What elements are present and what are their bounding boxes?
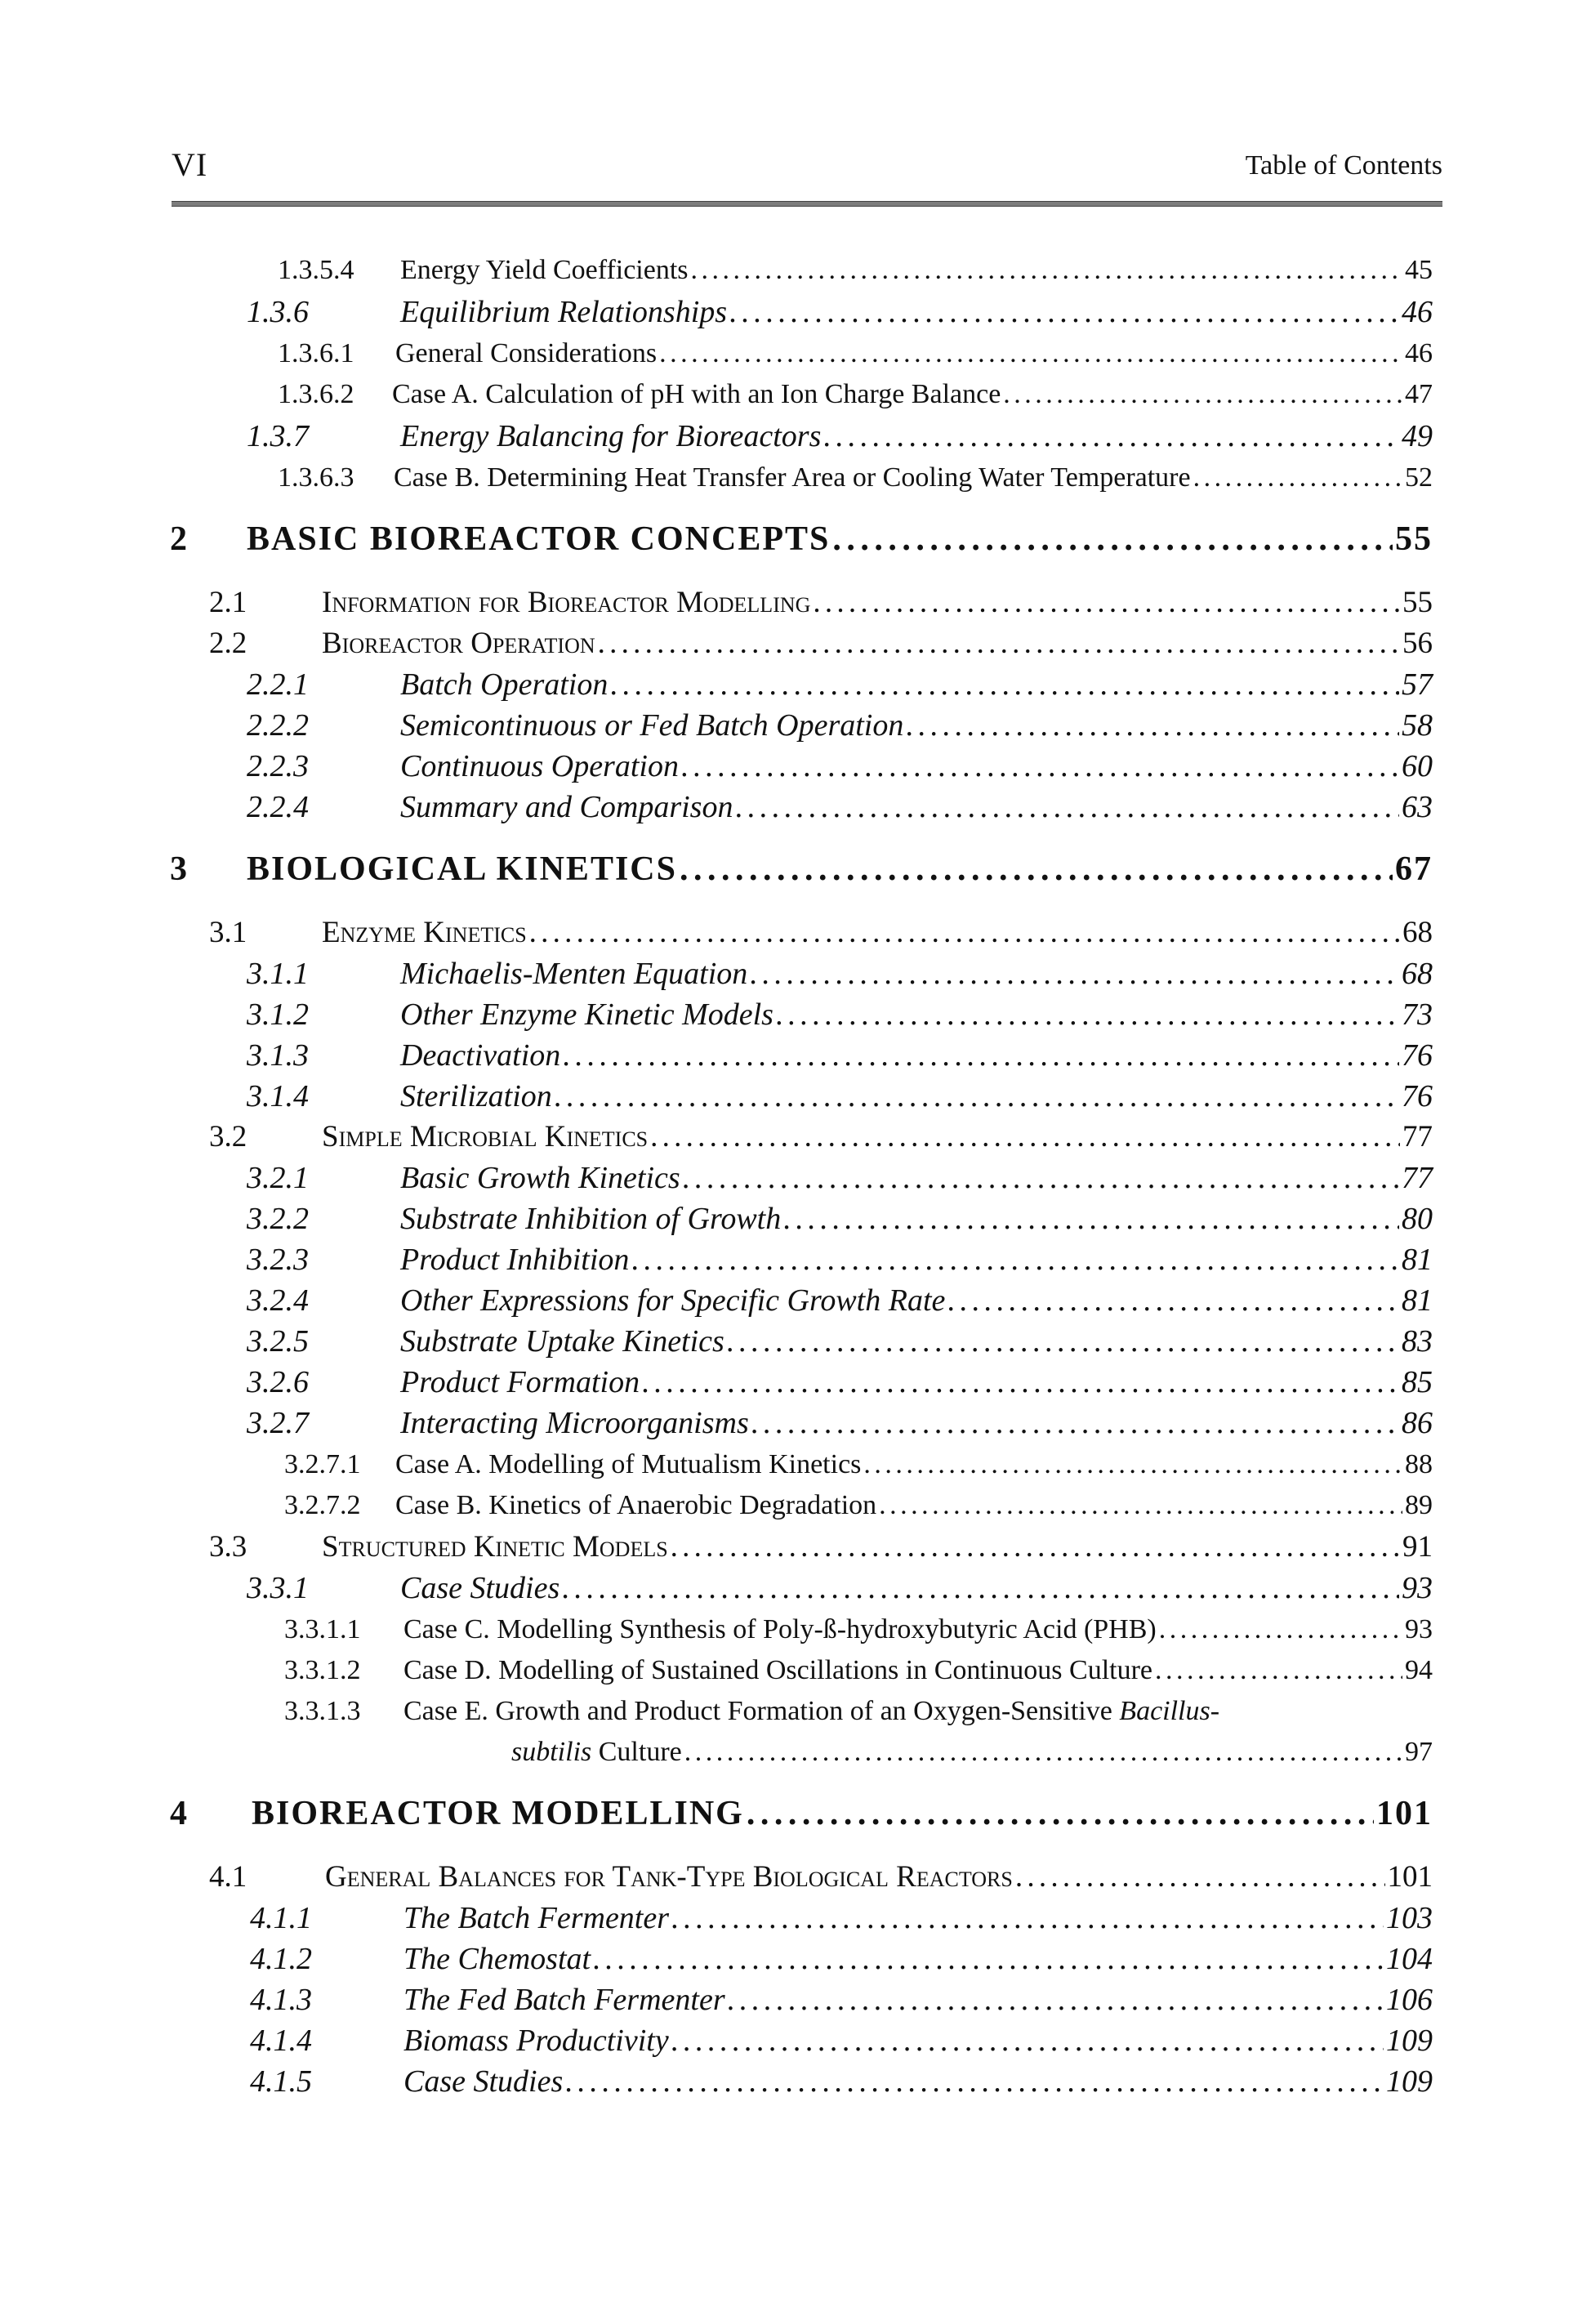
entry-title: Product Formation: [400, 1365, 640, 1399]
toc-entry[interactable]: [247, 1283, 1433, 1319]
dot-leader: [729, 294, 1399, 330]
entry-number: 1.3.6.3: [278, 462, 354, 493]
toc-entry[interactable]: [247, 667, 1433, 703]
toc-entry[interactable]: [247, 1323, 1433, 1359]
dot-leader: [562, 1570, 1399, 1606]
toc-entry[interactable]: [284, 1449, 1433, 1480]
entry-number: 3.2.6: [247, 1365, 309, 1399]
entry-page: 55: [1395, 520, 1433, 558]
toc-entry[interactable]: [250, 1941, 1433, 1977]
entry-title: Continuous Operation: [400, 749, 679, 783]
entry-page: 49: [1402, 419, 1433, 453]
entry-page: 77: [1402, 1161, 1433, 1195]
entry-page: 93: [1405, 1614, 1433, 1644]
entry-page: 76: [1402, 1079, 1433, 1113]
entry-title: Energy Yield Coefficients: [400, 255, 689, 285]
dot-leader: [671, 1529, 1400, 1564]
entry-title: Other Enzyme Kinetic Models: [400, 997, 773, 1032]
entry-title: Basic Growth Kinetics: [400, 1161, 680, 1195]
entry-number: 1.3.6.1: [278, 338, 354, 368]
entry-number: 1.3.7: [247, 419, 309, 453]
entry-page: 46: [1402, 295, 1433, 329]
entry-title: Case Studies: [400, 1571, 560, 1605]
entry-title-italic: subtilis: [511, 1737, 592, 1767]
entry-number: 1.3.6.2: [278, 379, 354, 409]
dot-leader: [680, 850, 1393, 889]
entry-number: 3.3.1.1: [284, 1614, 361, 1644]
entry-title: Case C. Modelling Synthesis of Poly-ß-hydroxybutyric Acid (PHB): [403, 1614, 1157, 1644]
toc-entry[interactable]: [247, 1570, 1433, 1606]
entry-title-part: Case E. Growth and Product Formation of an Oxygen-Sensitive: [403, 1696, 1120, 1726]
entry-title: Enzyme Kinetics: [322, 916, 527, 949]
toc-section[interactable]: [209, 585, 1433, 620]
dot-leader: [1155, 1655, 1402, 1686]
entry-number: 4.1.2: [250, 1942, 312, 1976]
dot-leader: [727, 1323, 1399, 1359]
entry-title: Case B. Determining Heat Transfer Area or Cooling Water Temperature: [394, 462, 1191, 493]
toc-entry[interactable]: [247, 956, 1433, 992]
entry-title: Substrate Uptake Kinetics: [400, 1324, 724, 1359]
dot-leader: [593, 1941, 1384, 1977]
entry-page: 57: [1402, 667, 1433, 702]
entry-page: 101: [1376, 1795, 1433, 1832]
toc-section[interactable]: [209, 1529, 1433, 1564]
toc-entry[interactable]: [250, 2023, 1433, 2059]
entry-number: 3.2.7.2: [284, 1490, 361, 1520]
toc-entry[interactable]: [247, 1160, 1433, 1196]
dot-leader: [783, 1201, 1399, 1237]
entry-title: BIOLOGICAL KINETICS: [247, 850, 677, 888]
entry-page: 68: [1402, 916, 1433, 949]
entry-number: 4.1.4: [250, 2024, 312, 2058]
entry-title: General Considerations: [395, 338, 658, 368]
toc-entry[interactable]: [284, 1655, 1433, 1686]
entry-page: 93: [1402, 1571, 1433, 1605]
entry-number: 3.2.4: [247, 1283, 309, 1318]
toc-section[interactable]: [209, 1859, 1433, 1894]
toc-entry[interactable]: [250, 2064, 1433, 2099]
entry-page: 45: [1405, 255, 1433, 285]
entry-page: 52: [1405, 462, 1433, 493]
entry-number: 3: [170, 850, 189, 888]
toc-entry[interactable]: [284, 1490, 1433, 1521]
entry-page: 106: [1386, 1983, 1433, 2017]
toc-section[interactable]: [209, 915, 1433, 950]
entry-title-part: Culture: [591, 1737, 682, 1767]
toc-entry[interactable]: [247, 294, 1433, 330]
entry-title: Summary and Comparison: [400, 790, 733, 824]
entry-number: 3.2.1: [247, 1161, 309, 1195]
dot-leader: [747, 1794, 1374, 1833]
entry-number: 4: [170, 1795, 189, 1832]
entry-number: 2.1: [209, 586, 247, 619]
entry-page: 81: [1402, 1243, 1433, 1277]
dot-leader: [681, 748, 1399, 784]
entry-title: Michaelis-Menten Equation: [400, 957, 748, 991]
entry-number: 3.1.4: [247, 1079, 309, 1113]
entry-page: 94: [1405, 1655, 1433, 1685]
header-rule: [172, 201, 1442, 207]
entry-page: 68: [1402, 957, 1433, 991]
entry-title: Deactivation: [400, 1038, 561, 1073]
entry-title: Other Expressions for Specific Growth Rate: [400, 1283, 946, 1318]
entry-number: 4.1.3: [250, 1983, 312, 2017]
toc-entry[interactable]: [247, 707, 1433, 743]
entry-page: 73: [1402, 997, 1433, 1032]
entry-page: 56: [1402, 627, 1433, 660]
toc-chapter[interactable]: [170, 850, 1433, 889]
entry-number: 3.2.7.1: [284, 1449, 361, 1479]
entry-number: 3.2.7: [247, 1406, 309, 1440]
entry-title-italic: Bacillus-: [1119, 1696, 1220, 1726]
entry-title: BIOREACTOR MODELLING: [252, 1795, 744, 1832]
toc-entry[interactable]: [247, 789, 1433, 825]
entry-number: 2.2.2: [247, 708, 309, 743]
entry-number: 3.3.1.2: [284, 1655, 361, 1685]
dot-leader: [879, 1490, 1402, 1521]
dot-leader: [610, 667, 1399, 703]
dot-leader: [642, 1364, 1399, 1400]
entry-page: 85: [1402, 1365, 1433, 1399]
entry-page: 58: [1402, 708, 1433, 743]
entry-number: 3.3.1.3: [284, 1696, 361, 1726]
entry-title: Biomass Productivity: [403, 2024, 669, 2058]
toc-entry[interactable]: [247, 997, 1433, 1033]
dot-leader: [598, 626, 1400, 661]
dot-leader: [671, 2023, 1384, 2059]
entry-page: 97: [1405, 1737, 1433, 1767]
entry-number: 2: [170, 520, 189, 558]
entry-title: Information for Bioreactor Modelling: [322, 586, 811, 619]
toc-section[interactable]: [209, 1119, 1433, 1154]
entry-page: 101: [1387, 1860, 1433, 1894]
dot-leader: [1003, 379, 1402, 410]
entry-page: 103: [1386, 1901, 1433, 1935]
entry-number: 1.3.5.4: [278, 255, 354, 285]
dot-leader: [650, 1119, 1400, 1154]
dot-leader: [565, 2064, 1384, 2099]
toc-entry[interactable]: [247, 418, 1433, 454]
toc-entry-first-line[interactable]: [284, 1696, 1219, 1727]
toc-entry[interactable]: [278, 338, 1433, 369]
page-header: [172, 145, 1442, 194]
toc-chapter[interactable]: [170, 1794, 1433, 1833]
entry-title: Product Inhibition: [400, 1243, 630, 1277]
entry-title: Energy Balancing for Bioreactors: [400, 419, 822, 453]
toc-entry[interactable]: [247, 1364, 1433, 1400]
entry-page: 63: [1402, 790, 1433, 824]
toc-entry-continuation[interactable]: [511, 1737, 1433, 1768]
entry-page: 80: [1402, 1202, 1433, 1236]
toc-entry[interactable]: [250, 1982, 1433, 2018]
entry-title: Case B. Kinetics of Anaerobic Degradation: [395, 1490, 877, 1520]
entry-page: 60: [1402, 749, 1433, 783]
entry-title: Case Studies: [403, 2064, 564, 2099]
dot-leader: [751, 1405, 1399, 1441]
dot-leader: [563, 1037, 1399, 1073]
dot-leader: [659, 338, 1402, 369]
entry-number: 2.2.1: [247, 667, 309, 702]
toc-entry[interactable]: [247, 1405, 1433, 1441]
toc-entry[interactable]: [247, 1078, 1433, 1114]
entry-number: 3.1: [209, 916, 247, 949]
entry-title: Semicontinuous or Fed Batch Operation: [400, 708, 904, 743]
dot-leader: [776, 997, 1399, 1033]
entry-title: BASIC BIOREACTOR CONCEPTS: [247, 520, 831, 558]
dot-leader: [750, 956, 1399, 992]
entry-number: 3.3.1: [247, 1571, 309, 1605]
entry-title: Equilibrium Relationships: [400, 295, 728, 329]
dot-leader: [529, 915, 1400, 950]
toc-entry[interactable]: [247, 1242, 1433, 1278]
toc-chapter[interactable]: [170, 520, 1433, 559]
dot-leader: [555, 1078, 1399, 1114]
entry-page: 46: [1405, 338, 1433, 368]
entry-page: 55: [1402, 586, 1433, 619]
entry-page: 91: [1402, 1530, 1433, 1564]
entry-title: Bioreactor Operation: [322, 627, 595, 660]
entry-page: 109: [1386, 2024, 1433, 2058]
dot-leader: [906, 707, 1399, 743]
entry-number: 4.1.1: [250, 1901, 312, 1935]
toc-entry[interactable]: [247, 1201, 1433, 1237]
entry-title: Structured Kinetic Models: [322, 1530, 668, 1564]
dot-leader: [1193, 462, 1402, 493]
toc-entry[interactable]: [247, 1037, 1433, 1073]
dot-leader: [813, 585, 1400, 620]
entry-title: The Chemostat: [403, 1942, 591, 1976]
entry-page: 76: [1402, 1038, 1433, 1073]
entry-number: 3.1.1: [247, 957, 309, 991]
dot-leader: [728, 1982, 1384, 2018]
entry-number: 3.1.2: [247, 997, 309, 1032]
entry-number: 2.2: [209, 627, 247, 660]
dot-leader: [823, 418, 1399, 454]
entry-title: Case D. Modelling of Sustained Oscillations in Continuous Culture: [403, 1655, 1153, 1685]
dot-leader: [671, 1900, 1384, 1936]
entry-title: Sterilization: [400, 1079, 552, 1113]
entry-number: 4.1: [209, 1860, 247, 1894]
entry-number: 2.2.3: [247, 749, 309, 783]
entry-number: 2.2.4: [247, 790, 309, 824]
entry-page: 104: [1386, 1942, 1433, 1976]
toc-entry[interactable]: [284, 1614, 1433, 1645]
entry-title: The Fed Batch Fermenter: [403, 1983, 725, 2017]
entry-title: Substrate Inhibition of Growth: [400, 1202, 782, 1236]
entry-page: 81: [1402, 1283, 1433, 1318]
toc-entry[interactable]: [247, 748, 1433, 784]
entry-page: 83: [1402, 1324, 1433, 1359]
entry-title: The Batch Fermenter: [403, 1901, 670, 1935]
entry-title: General Balances for Tank-Type Biological Reactors: [325, 1860, 1013, 1894]
entry-number: 1.3.6: [247, 295, 309, 329]
dot-leader: [863, 1449, 1402, 1480]
entry-title: Case A. Modelling of Mutualism Kinetics: [395, 1449, 862, 1479]
entry-number: 3.1.3: [247, 1038, 309, 1073]
dot-leader: [684, 1737, 1402, 1768]
toc-entry[interactable]: [250, 1900, 1433, 1936]
toc-section[interactable]: [209, 626, 1433, 661]
toc-entry[interactable]: [278, 462, 1433, 493]
entry-number: 3.2.2: [247, 1202, 309, 1236]
entry-title: Simple Microbial Kinetics: [322, 1120, 649, 1153]
page-folio: VI: [172, 146, 208, 183]
toc-entry[interactable]: [278, 379, 1433, 410]
entry-title: Batch Operation: [400, 667, 609, 702]
entry-number: 3.2.5: [247, 1324, 309, 1359]
running-title: Table of Contents: [1245, 150, 1442, 181]
dot-leader: [1015, 1859, 1385, 1894]
entry-page: 86: [1402, 1406, 1433, 1440]
entry-number: 3.3: [209, 1530, 247, 1564]
entry-number: 4.1.5: [250, 2064, 312, 2099]
entry-number: 3.2: [209, 1120, 247, 1153]
dot-leader: [735, 789, 1399, 825]
dot-leader: [683, 1160, 1399, 1196]
entry-page: 47: [1405, 379, 1433, 409]
entry-title: Case A. Calculation of pH with an Ion Charge Balance: [392, 379, 1001, 409]
entry-page: 109: [1386, 2064, 1433, 2099]
toc-entry[interactable]: [278, 255, 1433, 286]
entry-page: 67: [1395, 850, 1433, 888]
entry-page: 89: [1405, 1490, 1433, 1520]
dot-leader: [947, 1283, 1399, 1319]
dot-leader: [631, 1242, 1399, 1278]
entry-page: 88: [1405, 1449, 1433, 1479]
dot-leader: [691, 255, 1402, 286]
dot-leader: [1159, 1614, 1402, 1645]
entry-number: 3.2.3: [247, 1243, 309, 1277]
dot-leader: [832, 520, 1393, 559]
entry-title: Interacting Microorganisms: [400, 1406, 749, 1440]
entry-page: 77: [1402, 1120, 1433, 1153]
